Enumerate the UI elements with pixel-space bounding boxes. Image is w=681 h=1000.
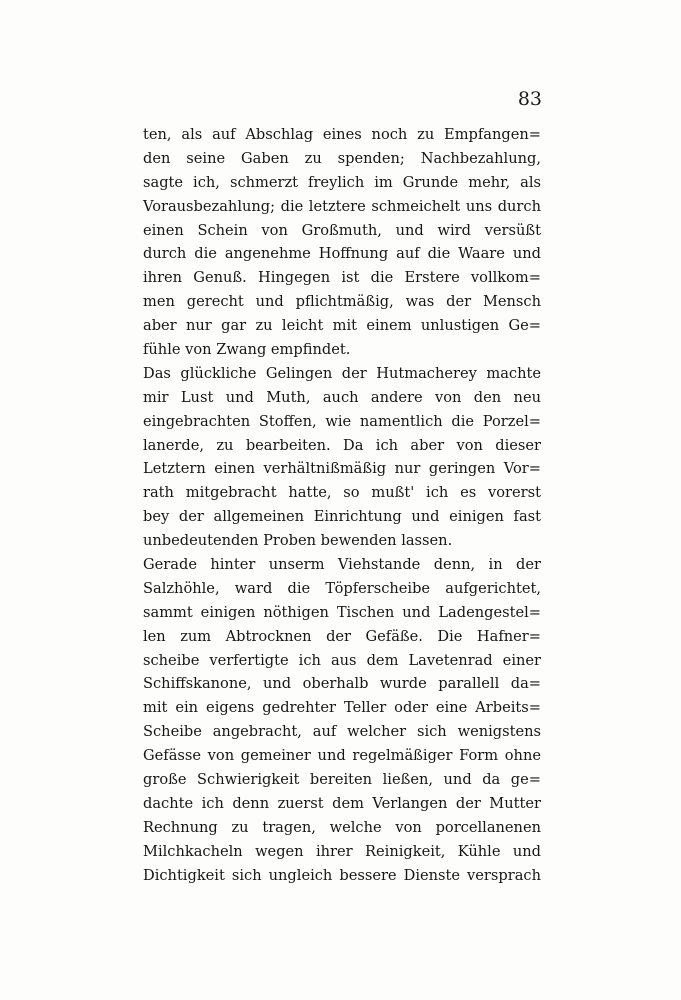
text-line: unbedeutenden Proben bewenden lassen.: [143, 532, 453, 550]
text-line: Rechnung zu tragen, welche von porcellanenen: [143, 818, 541, 836]
text-line: große Schwierigkeit bereiten ließen, und da ge=: [143, 771, 541, 789]
text-line: Gerade hinter unserm Viehstande denn, in der: [143, 556, 541, 574]
text-line: Milchkacheln wegen ihrer Reinigkeit, Kühle und: [143, 842, 541, 860]
text-line: sagte ich, schmerzt freylich im Grunde mehr, als: [143, 173, 541, 191]
text-line: men gerecht und pflichtmäßig, was der Mensch: [143, 293, 541, 311]
text-line: Schiffskanone, und oberhalb wurde parallell da=: [143, 675, 541, 693]
text-line: Das glückliche Gelingen der Hutmacherey machte: [143, 364, 541, 382]
text-line: den seine Gaben zu spenden; Nachbezahlung,: [143, 149, 541, 167]
text-line: lanerde, zu bearbeiten. Da ich aber von dieser: [143, 436, 541, 454]
text-line: Gefässe von gemeiner und regelmäßiger Form ohne: [143, 747, 541, 765]
text-line: aber nur gar zu leicht mit einem unlustigen Ge=: [143, 317, 541, 335]
text-line: Letztern einen verhältnißmäßig nur geringen Vor=: [143, 460, 541, 478]
text-line: eingebrachten Stoffen, wie namentlich die Porzel=: [143, 412, 541, 430]
text-line: Vorausbezahlung; die letztere schmeichelt uns durch: [143, 197, 541, 215]
text-line: scheibe verfertigte ich aus dem Lavetenrad einer: [143, 651, 541, 669]
text-line: Dichtigkeit sich ungleich bessere Dienste versprach: [143, 866, 541, 884]
text-line: rath mitgebracht hatte, so mußt' ich es vorerst: [143, 484, 541, 502]
text-line: ten, als auf Abschlag eines noch zu Empfangen=: [143, 126, 541, 143]
text-line: einen Schein von Großmuth, und wird versüßt: [143, 221, 541, 239]
text-line: fühle von Zwang empfindet.: [143, 341, 351, 359]
text-line: sammt einigen nöthigen Tischen und Ladengestel=: [143, 603, 541, 621]
text-line: mit ein eigens gedrehter Teller oder eine Arbeits=: [143, 699, 541, 717]
body-text: [143, 123, 541, 888]
text-line: Salzhöhle, ward die Töpferscheibe aufgerichtet,: [143, 579, 541, 597]
page-number: 83: [517, 88, 542, 110]
text-line: mir Lust und Muth, auch andere von den neu: [143, 388, 541, 406]
text-line: Scheibe angebracht, auf welcher sich wenigstens: [143, 723, 541, 741]
text-line: dachte ich denn zuerst dem Verlangen der Mutter: [143, 794, 541, 812]
text-line: durch die angenehme Hoffnung auf die Waare und: [143, 245, 541, 263]
text-line: len zum Abtrocknen der Gefäße. Die Hafner=: [143, 627, 541, 645]
text-line: ihren Genuß. Hingegen ist die Erstere vollkom=: [143, 269, 541, 287]
text-line: bey der allgemeinen Einrichtung und einigen fast: [143, 508, 541, 526]
